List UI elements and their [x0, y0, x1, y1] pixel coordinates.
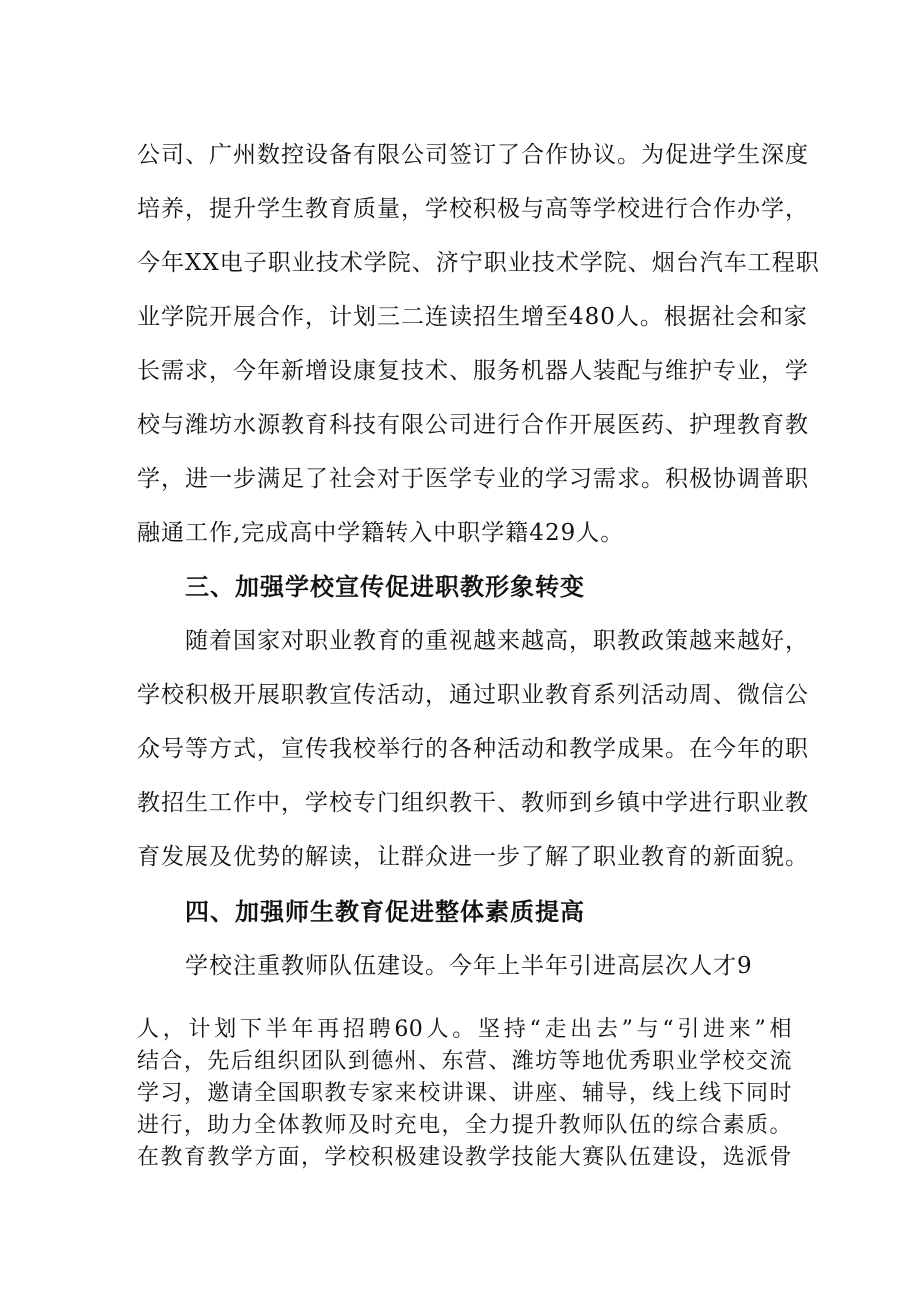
paragraph-line: 人，计划下半年再招聘60人。坚持“走出去”与“引进来”相 — [137, 1017, 792, 1042]
paragraph-line: 教招生工作中，学校专门组织教干、教师到乡镇中学进行职业教 — [137, 790, 809, 816]
paragraph-line: 培养，提升学生教育质量，学校积极与高等学校进行合作办学， — [137, 196, 809, 222]
paragraph-line: 在教育教学方面，学校积极建设教学技能大赛队伍建设，选派骨 — [137, 1145, 792, 1170]
paragraph-line: 随着国家对职业教育的重视越来越高，职教政策越来越好， — [185, 628, 809, 654]
paragraph-line: 学校注重教师队伍建设。今年上半年引进高层次人才9 — [185, 953, 753, 979]
paragraph-line: 校与潍坊水源教育科技有限公司进行合作开展医药、护理教育教 — [137, 412, 809, 438]
paragraph-line: 学，进一步满足了社会对于医学专业的学习需求。积极协调普职 — [137, 466, 809, 492]
paragraph-line: 业学院开展合作，计划三二连读招生增至480人。根据社会和家 — [137, 304, 808, 330]
paragraph-line: 公司、广州数控设备有限公司签订了合作协议。为促进学生深度 — [137, 142, 809, 168]
paragraph-line: 育发展及优势的解读，让群众进一步了解了职业教育的新面貌。 — [137, 844, 809, 870]
paragraph-line: 长需求，今年新增设康复技术、服务机器人装配与维护专业，学 — [137, 358, 809, 384]
paragraph-line: 进行，助力全体教师及时充电，全力提升教师队伍的综合素质。 — [137, 1113, 792, 1138]
paragraph-line: 众号等方式，宣传我校举行的各种活动和教学成果。在今年的职 — [137, 736, 809, 762]
paragraph-line: 学习，邀请全国职教专家来校讲课、讲座、辅导，线上线下同时 — [137, 1081, 792, 1106]
paragraph-line: 今年XX电子职业技术学院、济宁职业技术学院、烟台汽车工程职 — [137, 250, 820, 276]
paragraph-line: 融通工作,完成高中学籍转入中职学籍429人。 — [137, 520, 625, 546]
section-heading-3: 三、加强学校宣传促进职教形象转变 — [185, 573, 585, 601]
paragraph-line: 结合，先后组织团队到德州、东营、潍坊等地优秀职业学校交流 — [137, 1049, 792, 1074]
section-heading-4: 四、加强师生教育促进整体素质提高 — [185, 898, 585, 926]
paragraph-line: 学校积极开展职教宣传活动，通过职业教育系列活动周、微信公 — [137, 682, 809, 708]
